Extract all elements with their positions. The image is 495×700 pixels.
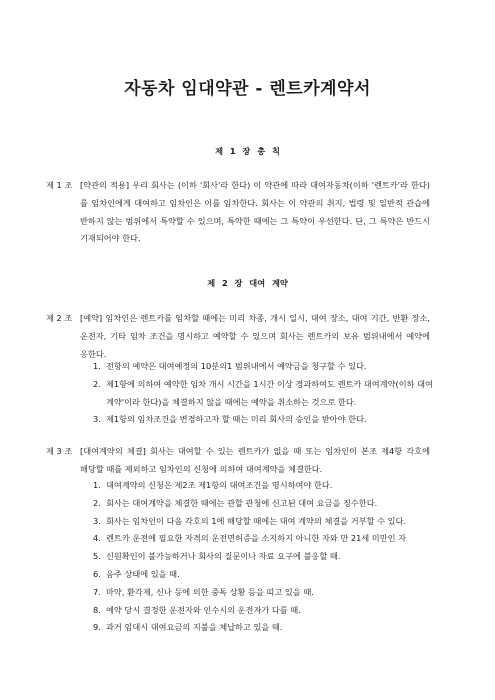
article-3-list	[93, 477, 433, 637]
list-item: 1. 전항의 예약은 대여예정의 10분의1 범위내에서 예약금을 청구할 수 있다.	[93, 361, 367, 371]
list-item: 2. 제1항에 의하여 예약한 임차 개시 시간을 1시간 이상 경과하여도 렌트카 대여계약(이하 대여계약'이라 한다)을 체결하지 않을 때에는 예약을 취소하는 것으로 한다.	[93, 378, 433, 407]
document-title: 자동차 임대약관 - 렌트카계약서	[124, 79, 371, 99]
chapter-heading-1: 제 1 장 총 칙	[215, 146, 280, 156]
list-item: 5. 신원확인이 불가능하거나 회사의 질문이나 자료 요구에 불응할 때.	[93, 551, 341, 562]
article-number: 제 2 조	[46, 313, 73, 323]
list-item: 7. 마약, 환각제, 신나 등에 의한 중독 상황 등을 띠고 있을 때.	[93, 586, 314, 597]
article-2-list	[93, 358, 433, 429]
list-item: 6. 음주 상태에 있을 때.	[93, 568, 180, 579]
article-number: 제 3 조	[46, 446, 73, 456]
list-item: 9. 과거 임대시 대여요금의 지불을 체납하고 있을 때.	[93, 622, 283, 633]
list-item: 3. 제1항의 임차조건을 변경하고자 할 때는 미리 회사의 승인을 받아야 한다.	[93, 414, 367, 425]
list-item: 3. 회사는 임차인이 다음 각호의 1에 해당할 때에는 대여 계약의 체결을 거부할 수 있다.	[93, 515, 407, 526]
article-text: [대여계약의 체결] 회사는 대여할 수 있는 렌트카가 없을 때 또는 임차인이 본조 제4항 각호에 해당할 때를 제외하고 임차인의 신청에 의하여 대여계약을 체결한다.	[80, 446, 430, 474]
list-item: 1. 대여계약의 신청은 제2조 제1항의 대여조건을 명시하여야 한다.	[93, 480, 333, 490]
list-item: 2. 회사는 대여계약을 체결한 때에는 관할 관청에 신고된 대여 요금을 징수한다.	[93, 497, 378, 508]
article-text: [예약] 임차인은 렌트카를 임차할 때에는 미리 차종, 개시 일시, 대여 장소, 대여 기간, 반환 장소, 운전자, 기타 임차 조건을 명시하고 예약할 수 있으며 회사는 렌트카의 보유 범위내에서 예약에 응한다.	[80, 313, 430, 359]
list-item: 8. 예약 당시 결정한 운전자와 인수시의 운전자가 다를 때.	[93, 604, 301, 615]
chapter-heading-2: 제 2 장 대여 계약	[207, 278, 288, 288]
article-text: [약관의 적용] 우리 회사는 (이하 '회사'라 한다) 이 약관에 따라 대여자동차(이하 '렌트카'라 한다)를 임차인에게 대여하고 임차인은 이를 임차한다. 회사는 이 약관의 취지, 법령 및 일반적 관습에 반하지 않는 범위에서 특약할 수 있으며, 특약한 때에는 그 특약이 우선한다. 단, 그 특약은 반드시 기재되어야 한다.	[80, 180, 430, 244]
list-item: 4. 렌트카 운전에 필요한 자격의 운전면허증을 소지하지 아니한 자와 만 21세 미만인 자	[93, 533, 407, 544]
article-number: 제 1 조	[46, 180, 73, 190]
